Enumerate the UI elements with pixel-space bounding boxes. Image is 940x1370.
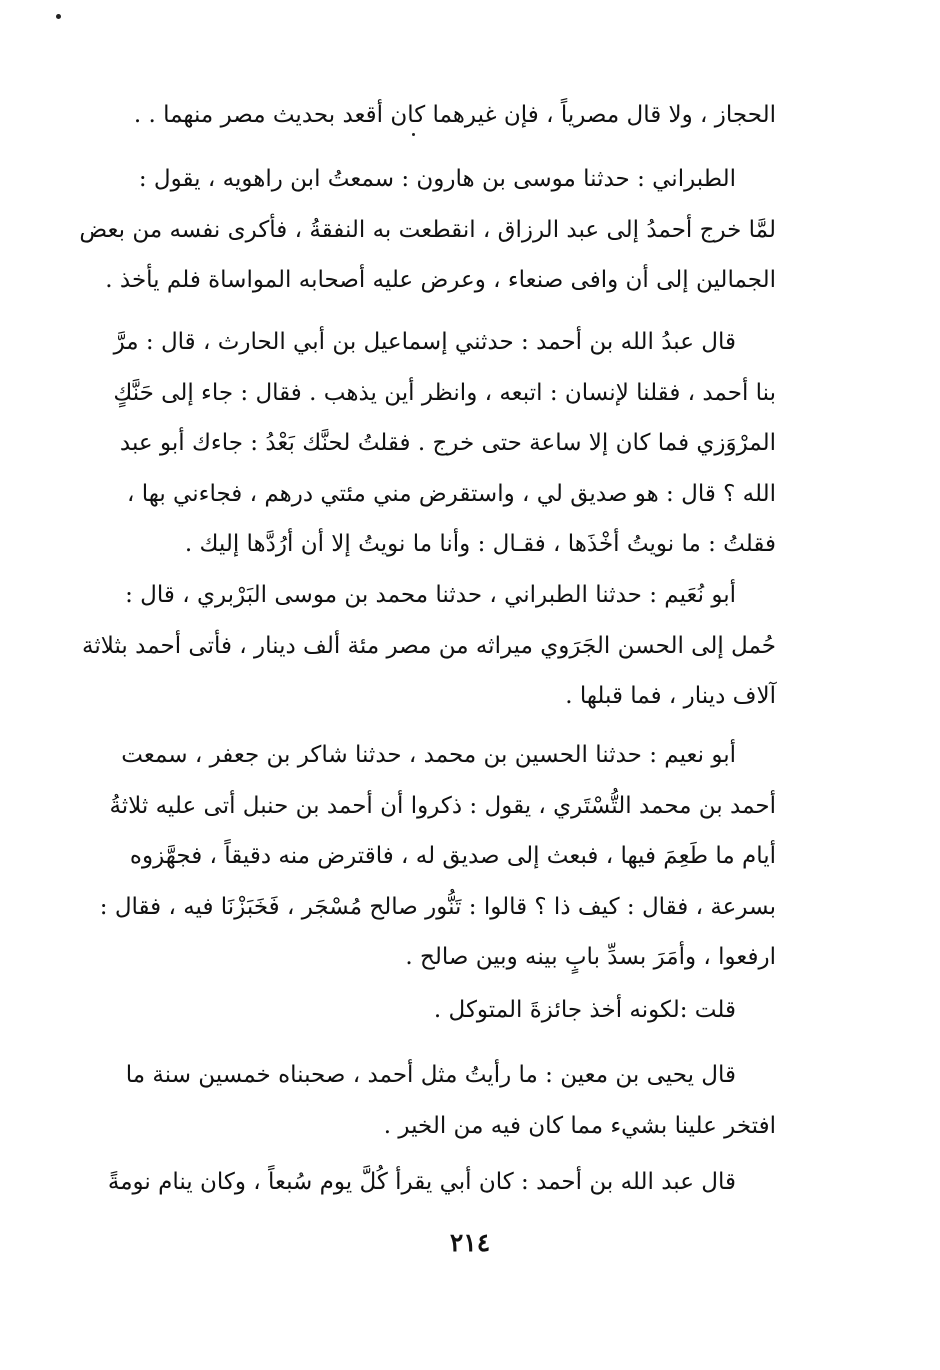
text-line: أبو نُعَيم : حدثنا الطبراني ، حدثنا محمد بن موسى البَرْبري ، قال : — [125, 582, 736, 608]
paragraph-author-note — [104, 985, 776, 1036]
text-line: قال عبد الله بن أحمد : كان أبي يقرأ كُلَّ يوم سُبعاً ، وكان ينام نومةً — [107, 1169, 736, 1195]
paragraph-abu-nuaym-barbari — [82, 570, 776, 722]
paragraph-abu-nuaym-tustari — [99, 730, 776, 983]
text-line: حُمل إلى الحسن الجَرَوي ميراثه من مصر مئة ألف دينار ، فأتى أحمد بثلاثة — [82, 632, 776, 659]
text-line: الله ؟ قال : هو صديق لي ، واستقرض مني مئتي درهم ، فجاءني بها ، — [127, 480, 776, 507]
text-line: أحمد بن محمد التُّسْتَري ، يقول : ذكروا أن أحمد بن حنبل أتى عليه ثلاثةُ — [109, 792, 776, 819]
text-line: ارفعوا ، وأمَرَ بسدِّ بابٍ بينه وبين صالح . — [405, 944, 776, 970]
text-line: بنا أحمد ، فقلنا لإنسان : اتبعه ، وانظر أين يذهب . فقال : جاء إلى حَنَّكٍ — [113, 379, 776, 406]
paragraph-tabarani-rahawayh — [79, 154, 776, 306]
text-line: قال يحيى بن معين : ما رأيتُ مثل أحمد ، صحبناه خمسين سنة ما — [125, 1062, 736, 1088]
paragraph-yahya-ibn-main — [104, 1050, 776, 1151]
paragraph-abdullah-ismail — [104, 317, 776, 570]
paragraph-abdullah-reading — [104, 1157, 776, 1208]
text-line: المرْوَزي فما كان إلا ساعة حتى خرج . فقلتُ لحنَّك بَعْدُ : جاءك أبو عبد — [119, 430, 776, 456]
text-line: افتخر علينا بشيء مما كان فيه من الخير . — [383, 1112, 776, 1139]
text-line: بسرعة ، فقال : كيف ذا ؟ قالوا : تَنُّور صالح مُسْجَر ، فَخَبَزْنَا فيه ، فقال : — [99, 893, 776, 920]
text-line: الحجاز ، ولا قال مصرياً ، فإن غيرهما كان أقعد بحديث مصر منهما . . — [133, 102, 776, 128]
ink-speck — [56, 14, 61, 19]
text-line: الجمالين إلى أن وافى صنعاء ، وعرض عليه أصحابه المواساة فلم يأخذ . — [105, 267, 776, 293]
text-line: قلت :لكونه أخذ جائزةَ المتوكل . — [433, 997, 736, 1023]
paragraph-continuation — [104, 90, 776, 141]
page-number: ٢١٤ — [449, 1228, 491, 1257]
text-line: لمَّا خرج أحمدُ إلى عبد الرزاق ، انقطعت به النفقةُ ، فأكرى نفسه من بعض — [79, 216, 776, 243]
text-line: أبو نعيم : حدثنا الحسين بن محمد ، حدثنا شاكر بن جعفر ، سمعت — [121, 742, 736, 768]
text-line: فقلتُ : ما نويتُ أخْذَها ، فقـال : وأنا ما نويتُ إلا أن أرُدَّها إليك . — [184, 531, 776, 557]
text-line: آلاف دينار ، فما قبلها . — [565, 683, 776, 709]
text-line: أيام ما طَعِمَ فيها ، فبعث إلى صديق له ، فاقترض منه دقيقاً ، فجهَّزوه — [129, 843, 776, 869]
text-line: الطبراني : حدثنا موسى بن هارون : سمعتُ ابن راهويه ، يقول : — [138, 166, 736, 192]
text-line: قال عبدُ الله بن أحمد : حدثني إسماعيل بن أبي الحارث ، قال : مرَّ — [113, 329, 736, 355]
